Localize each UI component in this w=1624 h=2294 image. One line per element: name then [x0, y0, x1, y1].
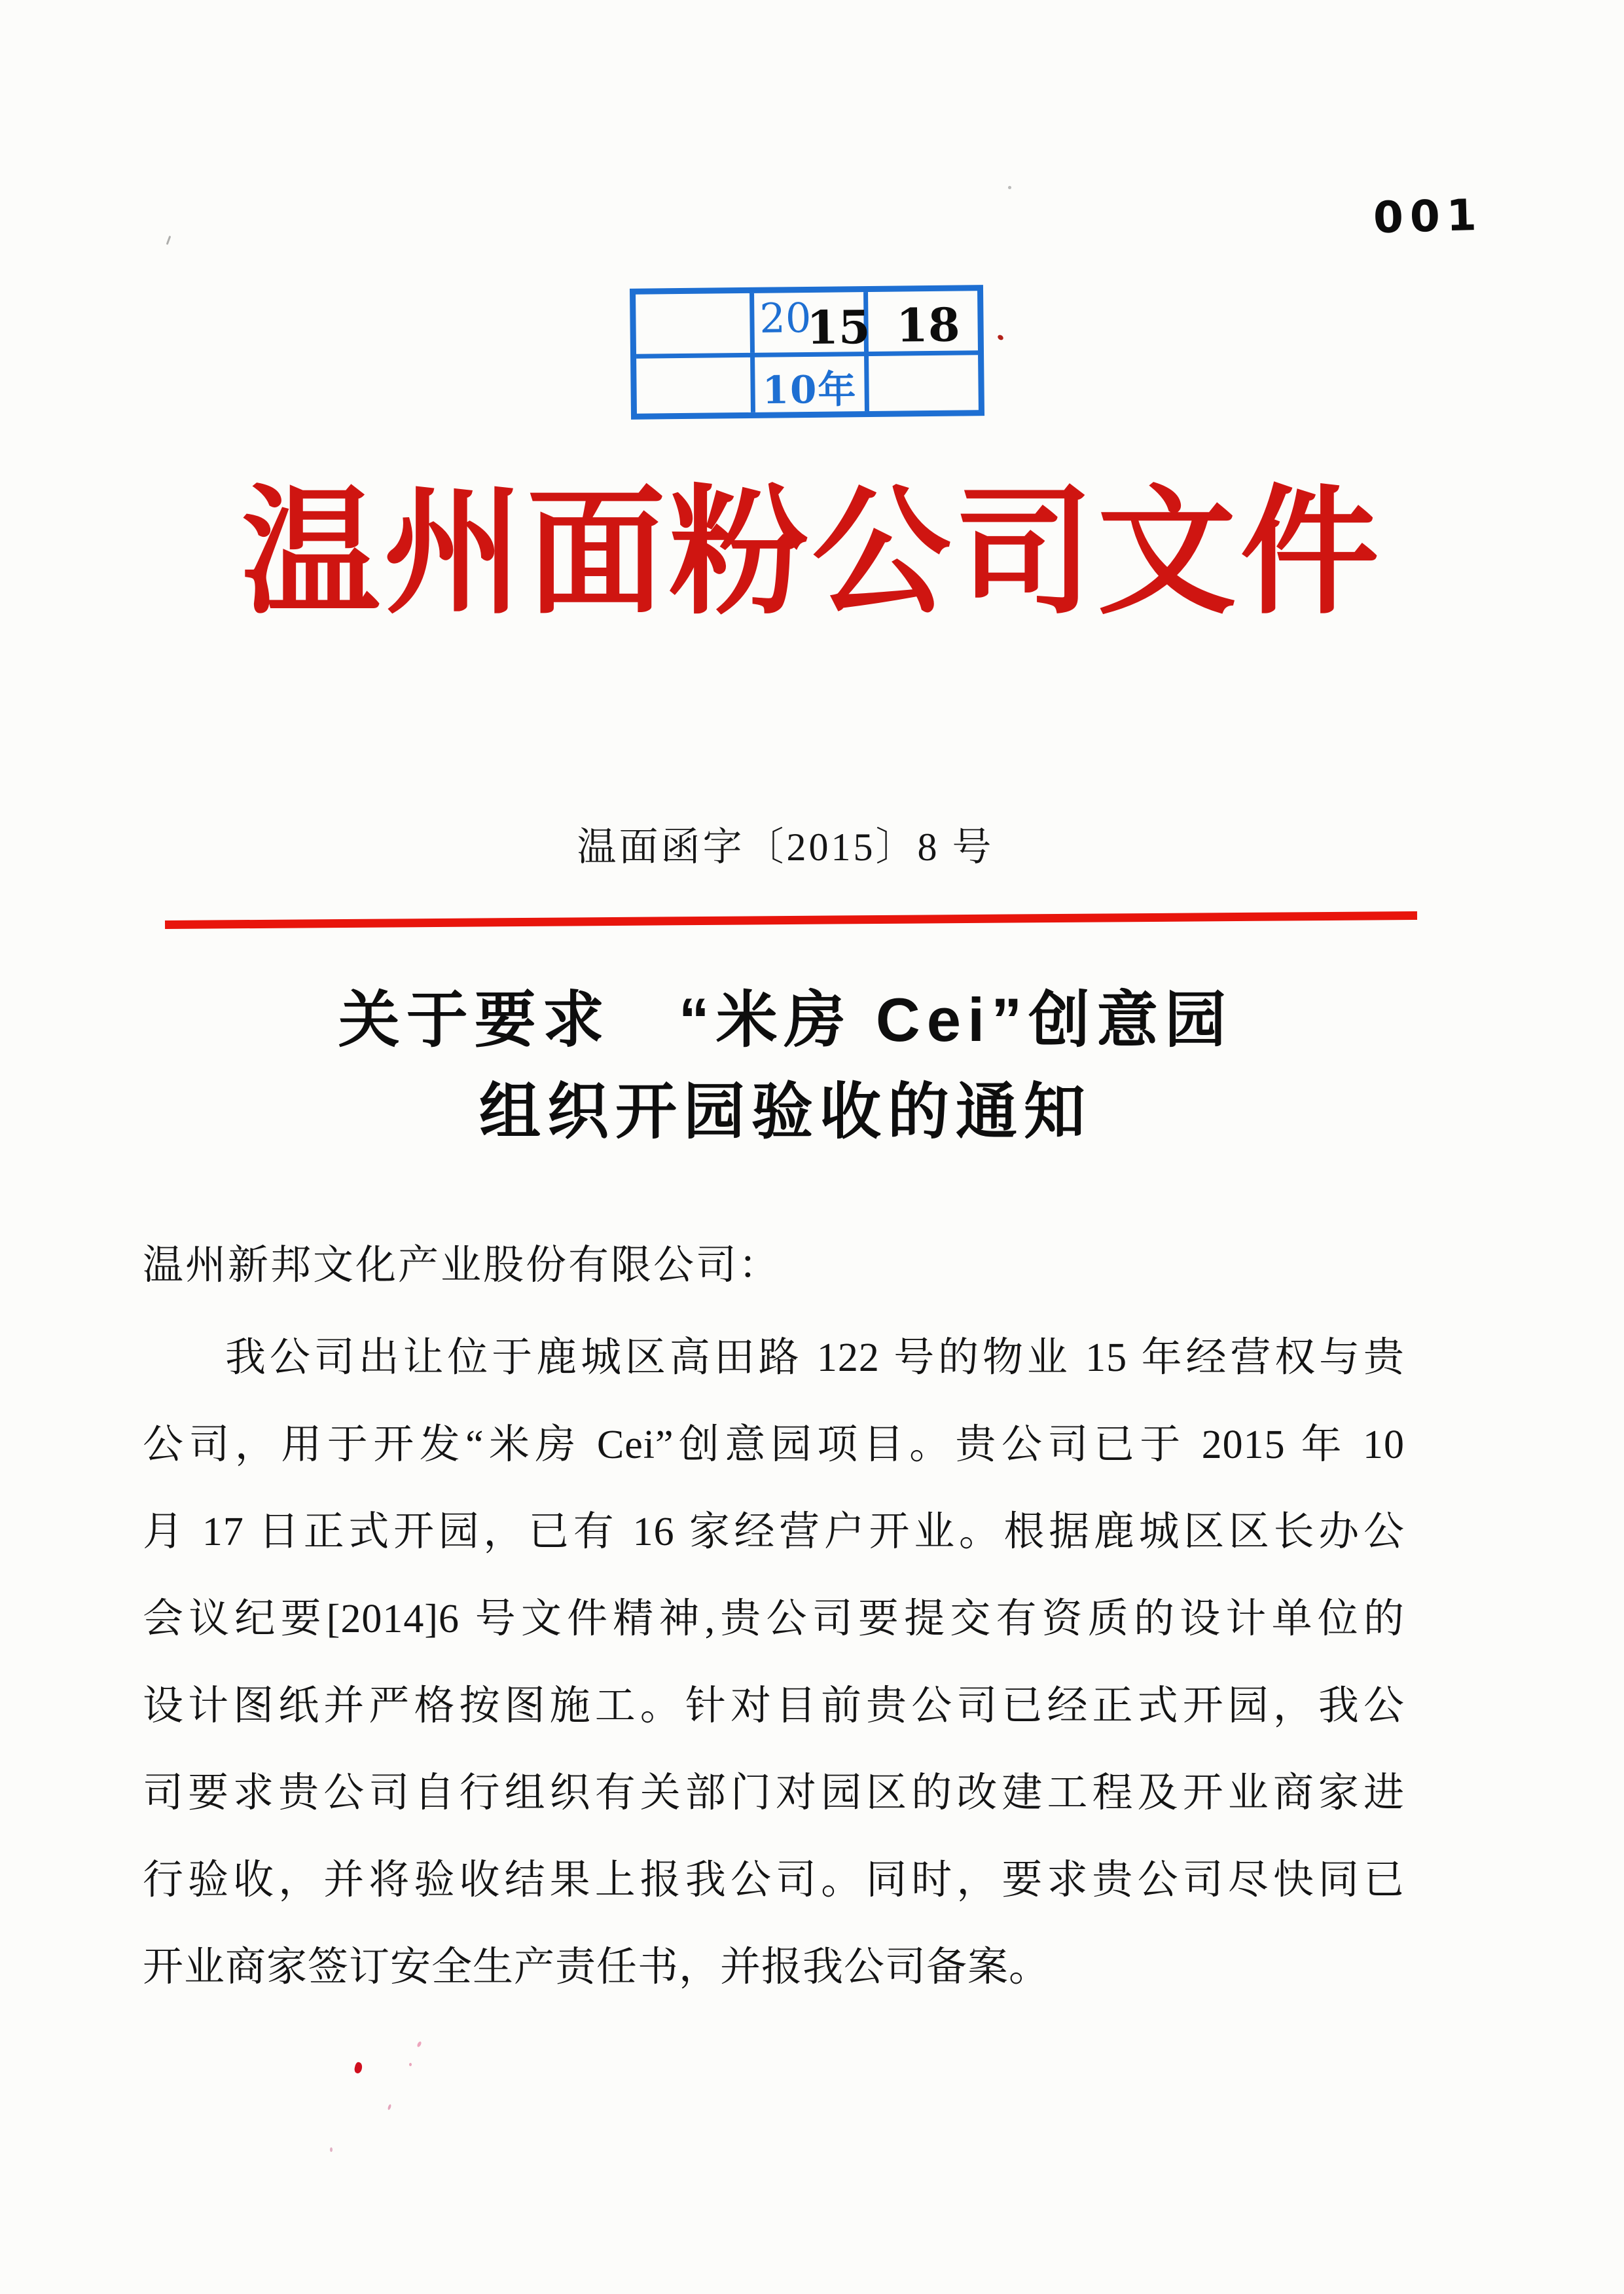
stamp-day-value: 18 — [895, 297, 961, 353]
stamp-year-printed: 20 — [759, 293, 812, 342]
scan-speck — [997, 334, 1004, 341]
stamp-year-handwritten: 15 — [806, 299, 871, 355]
page-number-stamp: 001 — [1373, 189, 1484, 244]
stamp-cell-top-left — [636, 293, 750, 354]
body-line: 会议纪要[2014]6 号文件精神,贵公司要提交有资质的设计单位的 — [143, 1597, 1405, 1641]
body-line: 公司，用于开发“米房 Cei”创意园项目。贵公司已于 2015 年 10 — [143, 1423, 1405, 1467]
scan-speck — [409, 2063, 412, 2066]
stamp-cell-day — [863, 291, 978, 352]
body-line: 月 17 日正式开园，已有 16 家经营户开业。根据鹿城区区长办公 — [143, 1510, 1405, 1554]
salutation: 温州新邦文化产业股份有限公司： — [143, 1243, 782, 1288]
body-line: 行验收，并将验收结果上报我公司。同时，要求贵公司尽快同已 — [143, 1858, 1405, 1903]
body-line: 司要求贵公司自行组织有关部门对园区的改建工程及开业商家进 — [143, 1771, 1405, 1815]
red-separator-line — [165, 911, 1417, 929]
stamp-cell-bottom-right — [864, 350, 979, 411]
subject-title-line1: 关于要求 “米房 Cei”创意园 — [338, 985, 1233, 1054]
document-number: 温面函字〔2015〕8 号 — [577, 826, 994, 869]
subject-title — [39, 974, 1532, 1157]
stamp-cell-year — [749, 292, 871, 355]
scan-speck — [330, 2147, 333, 2152]
scan-speck — [388, 2104, 392, 2111]
stamp-month-value: 10年 — [762, 367, 857, 413]
scan-speck — [353, 2062, 363, 2074]
subject-title-line2: 组织开园验收的通知 — [478, 1077, 1092, 1146]
date-received-stamp — [630, 285, 984, 420]
body-line: 开业商家签订安全生产责任书，并报我公司备案。 — [143, 1945, 1051, 1990]
scan-speck — [416, 2041, 422, 2047]
stamp-cell-bottom-left — [636, 353, 751, 414]
body-line: 设计图纸并严格按图施工。针对目前贵公司已经正式开园，我公 — [143, 1684, 1405, 1728]
stamp-cell-month — [750, 352, 865, 412]
body-paragraph — [143, 1315, 1405, 2011]
scan-speck — [166, 236, 171, 245]
body-line: 我公司出让位于鹿城区高田路 122 号的物业 15 年经营权与贵 — [225, 1336, 1405, 1380]
masthead-title: 温州面粉公司文件 — [241, 477, 1383, 630]
scan-speck — [1008, 186, 1011, 189]
